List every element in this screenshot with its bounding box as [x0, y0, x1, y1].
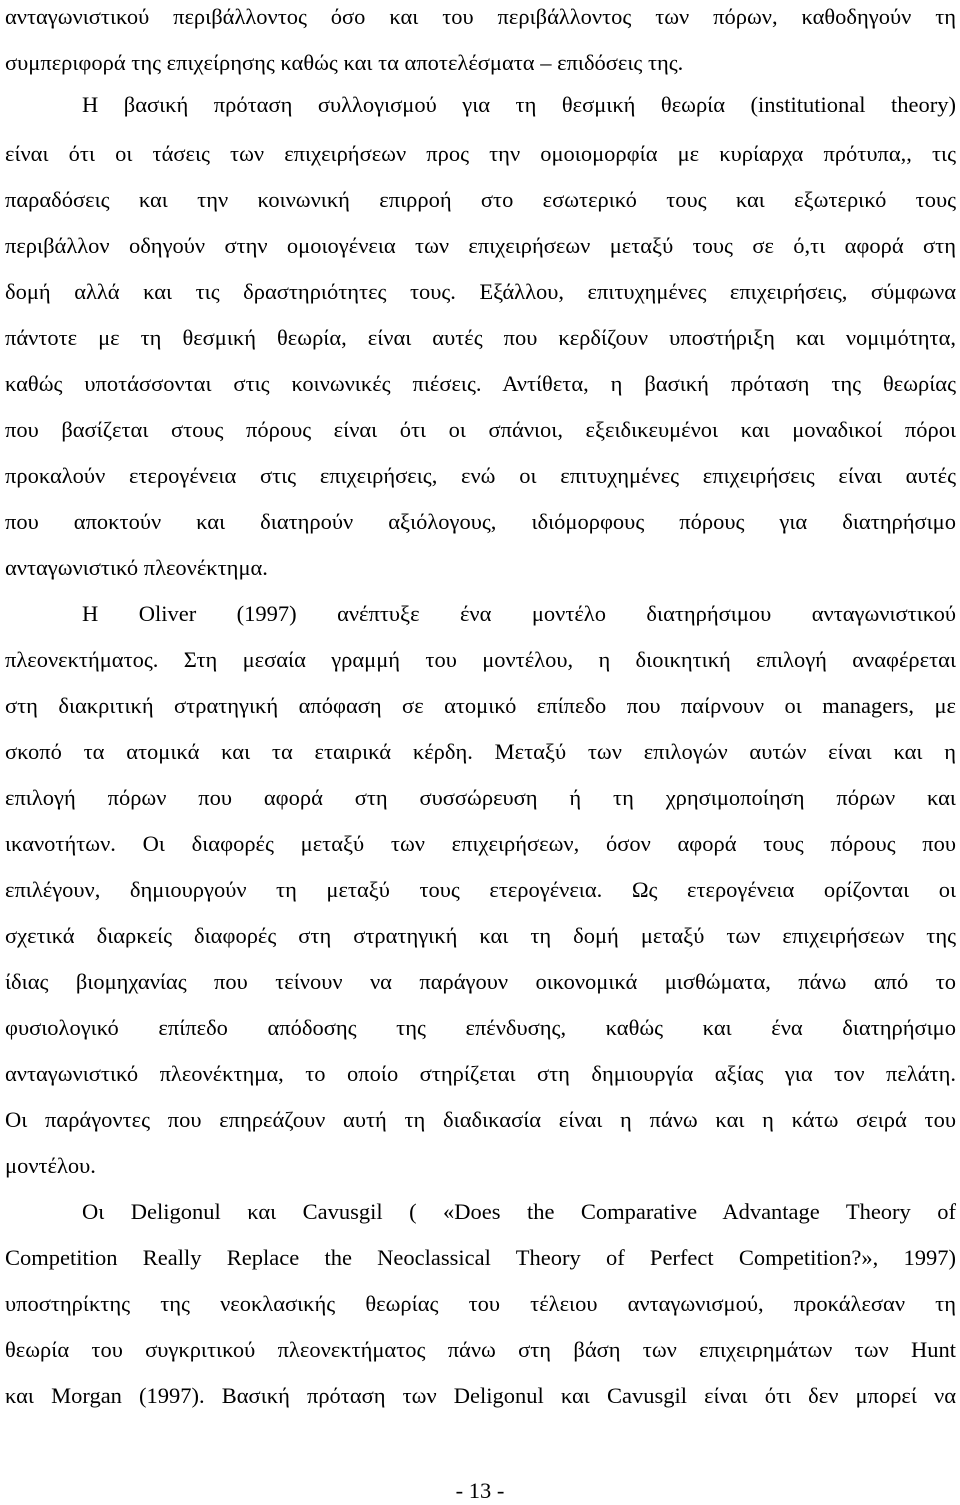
body-text-line: επιλογή πόρων που αφορά στη συσσώρευση ή τη χρησιμοποίηση πόρων και [5, 785, 956, 810]
body-text-line: μοντέλου. [5, 1153, 96, 1178]
body-text-line: και Morgan (1997). Βασική πρόταση των Deligonul και Cavusgil είναι ότι δεν μπορεί να [5, 1383, 956, 1408]
paragraph-first-line: Οι Deligonul και Cavusgil ( «Does the Comparative Advantage Theory of [82, 1199, 956, 1224]
body-text-line: που αποκτούν και διατηρούν αξιόλογους, ιδιόμορφους πόρους για διατηρήσιμο [5, 509, 956, 534]
body-text-line: πάντοτε με τη θεσμική θεωρία, είναι αυτές που κερδίζουν υποστήριξη και νομιμότητα, [5, 325, 956, 350]
body-text-line: ικανοτήτων. Οι διαφορές μεταξύ των επιχειρήσεων, όσον αφορά τους πόρους που [5, 831, 956, 856]
body-text-line: Competition Really Replace the Neoclassical Theory of Perfect Competition?», 1997) [5, 1245, 956, 1270]
body-text-line: περιβάλλον οδηγούν στην ομοιογένεια των επιχειρήσεων μεταξύ τους σε ό,τι αφορά στη [5, 233, 956, 258]
body-text-line: συμπεριφορά της επιχείρησης καθώς και τα αποτελέσματα – επιδόσεις της. [5, 50, 684, 75]
body-text-line: είναι ότι οι τάσεις των επιχειρήσεων προς την ομοιομορφία με κυρίαρχα πρότυπα,, τις [5, 141, 956, 166]
body-text-line: επιλέγουν, δημιουργούν τη μεταξύ τους ετερογένεια. Ως ετερογένεια ορίζονται οι [5, 877, 956, 902]
body-text-line: υποστηρίκτης της νεοκλασικής θεωρίας του τέλειου ανταγωνισμού, προκάλεσαν τη [5, 1291, 956, 1316]
body-text-line: φυσιολογικό επίπεδο απόδοσης της επένδυσης, καθώς και ένα διατηρήσιμο [5, 1015, 956, 1040]
paragraph-first-line: Η Oliver (1997) ανέπτυξε ένα μοντέλο διατηρήσιμου ανταγωνιστικού [82, 601, 956, 626]
body-text-line: στη διακριτική στρατηγική απόφαση σε ατομικό επίπεδο που παίρνουν οι managers, με [5, 693, 956, 718]
body-text-line: ανταγωνιστικού περιβάλλοντος όσο και του περιβάλλοντος των πόρων, καθοδηγούν τη [5, 4, 956, 29]
body-text-line: παραδόσεις και την κοινωνική επιρροή στο εσωτερικό τους και εξωτερικό τους [5, 187, 956, 212]
body-text-line: ανταγωνιστικό πλεονέκτημα, το οποίο στηρίζεται στη δημιουργία αξίας για τον πελάτη. [5, 1061, 956, 1086]
body-text-line: δομή αλλά και τις δραστηριότητες τους. Εξάλλου, επιτυχημένες επιχειρήσεις, σύμφωνα [5, 279, 956, 304]
page-number: - 13 - [455, 1478, 505, 1503]
body-text-line: Οι παράγοντες που επηρεάζουν αυτή τη διαδικασία είναι η πάνω και η κάτω σειρά του [5, 1107, 956, 1132]
body-text-line: σχετικά διαρκείς διαφορές στη στρατηγική και τη δομή μεταξύ των επιχειρήσεων της [5, 923, 956, 948]
body-text-line: προκαλούν ετερογένεια στις επιχειρήσεις, ενώ οι επιτυχημένες επιχειρήσεις είναι αυτές [5, 463, 956, 488]
body-text-line: που βασίζεται στους πόρους είναι ότι οι σπάνιοι, εξειδικευμένοι και μοναδικοί πόροι [5, 417, 956, 442]
body-text-line: πλεονεκτήματος. Στη μεσαία γραμμή του μοντέλου, η διοικητική επιλογή αναφέρεται [5, 647, 956, 672]
body-text-line: ίδιας βιομηχανίας που τείνουν να παράγουν οικονομικά μισθώματα, πάνω από το [5, 969, 956, 994]
body-text-line: ανταγωνιστικό πλεονέκτημα. [5, 555, 268, 580]
body-text-line: θεωρία του συγκριτικού πλεονεκτήματος πάνω στη βάση των επιχειρημάτων των Hunt [5, 1337, 956, 1362]
paragraph-first-line: Η βασική πρόταση συλλογισμού για τη θεσμική θεωρία (institutional theory) [82, 92, 956, 117]
body-text-line: καθώς υποτάσσονται στις κοινωνικές πιέσεις. Αντίθετα, η βασική πρόταση της θεωρίας [5, 371, 956, 396]
body-text-line: σκοπό τα ατομικά και τα εταιρικά κέρδη. Μεταξύ των επιλογών αυτών είναι και η [5, 739, 956, 764]
